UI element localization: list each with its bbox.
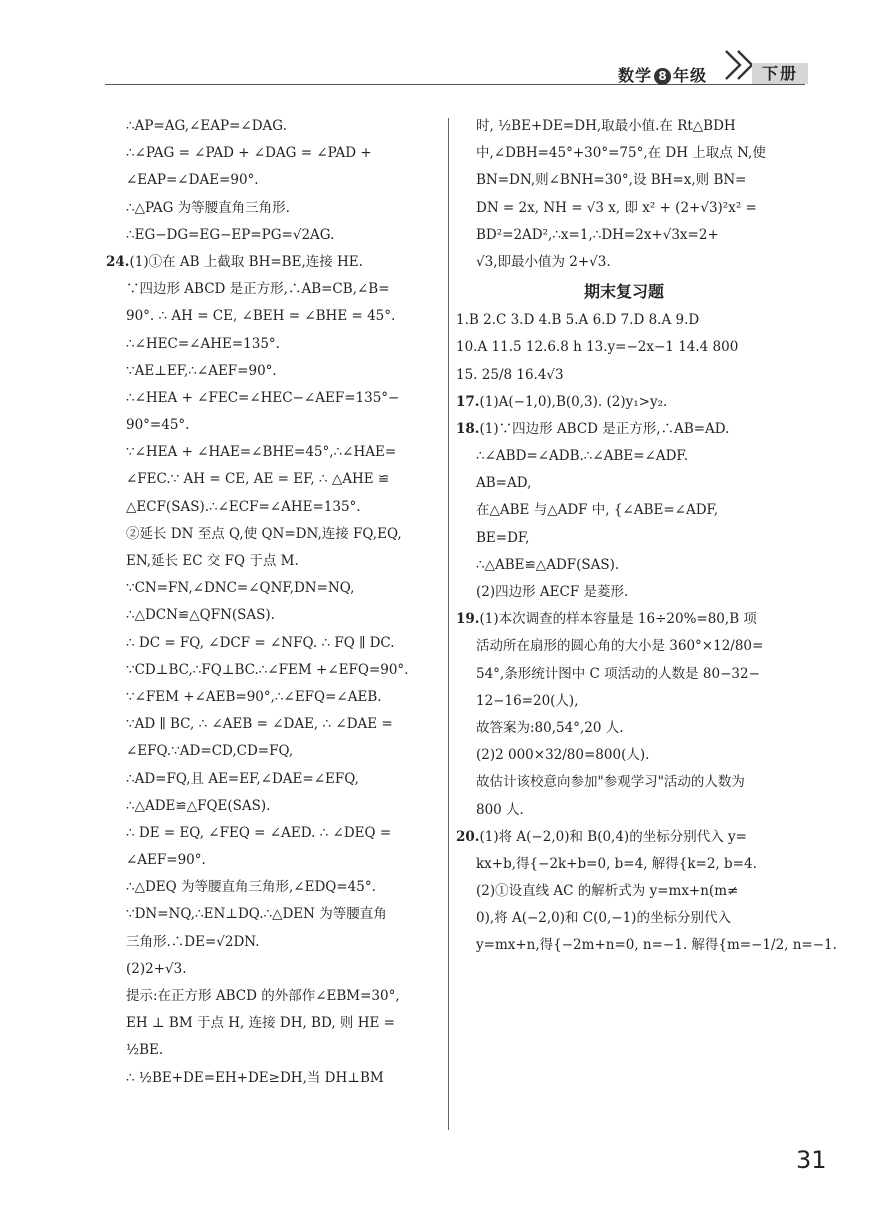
line-text: EN,延长 EC 交 FQ 于点 M.: [126, 553, 299, 569]
line-text: 90°=45°.: [126, 417, 190, 434]
text-line: [106, 766, 439, 793]
line-text: ∠AEF=90°.: [126, 852, 206, 869]
text-line: [106, 602, 439, 629]
column-divider: [448, 118, 449, 1130]
text-line: [456, 334, 792, 361]
text-line: [456, 742, 792, 769]
line-text: BE=DF,: [476, 529, 530, 546]
text-line: [106, 439, 439, 466]
line-text: 90°. ∴ AH = CE, ∠BEH = ∠BHE = 45°.: [126, 308, 396, 325]
text-line: [456, 525, 792, 552]
line-text: ∵∠HEA + ∠HAE=∠BHE=45°,∴∠HAE=: [126, 444, 397, 461]
text-line: [106, 738, 439, 765]
line-text: 12−16=20(人),: [476, 692, 579, 709]
text-line: [456, 905, 792, 932]
volume-badge: 下册: [752, 63, 808, 84]
line-text: △ECF(SAS).∴∠ECF=∠AHE=135°.: [126, 498, 361, 515]
text-line: [456, 688, 792, 715]
question-number: 17.: [456, 393, 480, 410]
text-line: √3,即最小值为 2+√3.: [476, 253, 611, 270]
header-title: [618, 63, 707, 86]
text-line: [106, 249, 439, 276]
line-text: ∠FEC.∵ AH = CE, AE = EF, ∴ △AHE ≌: [126, 471, 390, 488]
line-text: (1)①在 AB 上截取 BH=BE,连接 HE.: [129, 253, 363, 270]
text-line: [106, 684, 439, 711]
line-text: ∴ DC = FQ, ∠DCF = ∠NFQ. ∴ FQ ∥ DC.: [126, 634, 395, 651]
text-line: [106, 901, 439, 928]
text-line: 时, ½BE+DE=DH,取最小值.在 Rt△BDH: [476, 118, 736, 134]
text-line: [106, 195, 439, 222]
line-text: (1)将 A(−2,0)和 B(0,4)的坐标分别代入 y=: [479, 828, 747, 845]
text-line: [106, 983, 439, 1010]
text-line: [106, 494, 439, 521]
text-line: [106, 521, 439, 548]
line-text: ∴△ADE≌△FQE(SAS).: [126, 797, 271, 814]
text-line: [106, 874, 439, 901]
text-line: [106, 167, 439, 194]
line-text: 15. 25/8 16.4√3: [456, 366, 564, 383]
text-line: [456, 307, 792, 334]
text-line: [106, 385, 439, 412]
header-subject: 数学: [618, 66, 653, 85]
text-line: [106, 331, 439, 358]
line-text: 10.A 11.5 12.6.8 h 13.y=−2x−1 14.4 800: [456, 339, 739, 356]
right-column: [456, 113, 837, 960]
text-line: [456, 661, 792, 688]
text-line: [106, 820, 439, 847]
line-text: 800 人.: [476, 801, 524, 818]
text-line: [456, 797, 792, 824]
line-text: y=mx+n,得{−2m+n=0, n=−1. 解得{m=−1/2, n=−1.: [476, 937, 837, 954]
line-text: ∴AP=AG,∠EAP=∠DAG.: [126, 118, 287, 134]
line-text: ∵四边形 ABCD 是正方形,∴AB=CB,∠B=: [126, 281, 390, 298]
line-text: 0),将 A(−2,0)和 C(0,−1)的坐标分别代入: [476, 910, 731, 927]
text-line: [106, 276, 439, 303]
text-line: [106, 1010, 439, 1037]
line-text: (1)本次调查的样本容量是 16÷20%=80,B 项: [479, 611, 757, 628]
text-line: [106, 113, 439, 140]
line-text: 故答案为:80,54°,20 人.: [476, 719, 624, 736]
page-number: 31: [796, 1146, 827, 1174]
line-text: (1)A(−1,0),B(0,3). (2)y₁>y₂.: [479, 393, 668, 410]
line-text: (1)∵四边形 ABCD 是正方形,∴AB=AD.: [479, 420, 730, 437]
text-line: [106, 956, 439, 983]
text-line: [456, 416, 792, 443]
line-text: ∴∠ABD=∠ADB.∴∠ABE=∠ADF.: [476, 448, 688, 465]
text-line: [456, 932, 837, 959]
line-text: 1.B 2.C 3.D 4.B 5.A 6.D 7.D 8.A 9.D: [456, 312, 700, 329]
line-text: ∴ DE = EQ, ∠FEQ = ∠AED. ∴ ∠DEQ =: [126, 824, 392, 841]
line-text: ②延长 DN 至点 Q,使 QN=DN,连接 FQ,EQ,: [126, 525, 402, 542]
line-text: 在△ABE 与△ADF 中, {∠ABE=∠ADF,: [476, 502, 719, 519]
text-line: BD²=2AD²,∴x=1,∴DH=2x+√3x=2+: [476, 226, 719, 243]
text-line: [456, 497, 792, 524]
line-text: ∠EFQ.∵AD=CD,CD=FQ,: [126, 743, 294, 760]
text-line: [456, 579, 792, 606]
text-line: [106, 1037, 439, 1064]
text-line: [456, 362, 792, 389]
line-text: 活动所在扇形的圆心角的大小是 360°×12/80=: [476, 638, 764, 655]
text-line: [106, 222, 439, 249]
text-line: [106, 358, 439, 385]
question-number: 18.: [456, 420, 480, 437]
text-line: [456, 824, 792, 851]
line-text: (2)2 000×32/80=800(人).: [476, 747, 650, 764]
line-text: 54°,条形统计图中 C 项活动的人数是 80−32−: [476, 665, 760, 682]
line-text: kx+b,得{−2k+b=0, b=4, 解得{k=2, b=4.: [476, 855, 757, 872]
text-line: [456, 389, 792, 416]
text-line: [456, 552, 792, 579]
text-line: [106, 793, 439, 820]
text-line: [106, 847, 439, 874]
text-line: BN=DN,则∠BNH=30°,设 BH=x,则 BN=: [476, 172, 747, 189]
text-line: [106, 630, 439, 657]
text-line: [456, 606, 792, 633]
section-title: 期末复习题: [583, 282, 664, 302]
line-text: ∴∠HEC=∠AHE=135°.: [126, 335, 280, 352]
line-text: ∵CN=FN,∠DNC=∠QNF,DN=NQ,: [126, 580, 355, 597]
question-number: 19.: [456, 611, 480, 628]
left-column: [106, 113, 439, 1092]
text-line: [106, 711, 439, 738]
line-text: AB=AD,: [476, 475, 532, 492]
line-text: ∵CD⊥BC,∴FQ⊥BC.∴∠FEM +∠EFQ=90°.: [126, 661, 409, 678]
text-line: [456, 470, 792, 497]
line-text: ∴△DCN≌△QFN(SAS).: [126, 607, 275, 624]
line-text: (2)四边形 AECF 是菱形.: [476, 584, 629, 600]
text-line: [106, 1065, 439, 1092]
line-text: ∴△PAG 为等腰直角三角形.: [126, 199, 290, 216]
line-text: EH ⊥ BM 于点 H, 连接 DH, BD, 则 HE =: [126, 1015, 395, 1032]
line-text: ∴∠PAG = ∠PAD + ∠DAG = ∠PAD +: [126, 145, 372, 162]
text-line: [456, 633, 792, 660]
line-text: 三角形.∴DE=√2DN.: [126, 933, 260, 950]
text-line: 中,∠DBH=45°+30°=75°,在 DH 上取点 N,使: [476, 145, 766, 162]
line-text: 提示:在正方形 ABCD 的外部作∠EBM=30°,: [126, 988, 400, 1004]
text-line: [456, 443, 792, 470]
line-text: ∴∠HEA + ∠FEC=∠HEC−∠AEF=135°−: [126, 389, 400, 406]
line-text: ∴EG−DG=EG−EP=PG=√2AG.: [126, 226, 335, 243]
line-text: ∴ ½BE+DE=EH+DE≥DH,当 DH⊥BM: [126, 1069, 384, 1086]
text-line: [456, 878, 792, 905]
text-line: [106, 548, 439, 575]
line-text: ∴AD=FQ,且 AE=EF,∠DAE=∠EFQ,: [126, 770, 359, 787]
text-line: [456, 715, 792, 742]
line-text: ∴△DEQ 为等腰直角三角形,∠EDQ=45°.: [126, 879, 376, 896]
text-line: [106, 140, 439, 167]
line-text: ∵∠FEM +∠AEB=90°,∴∠EFQ=∠AEB.: [126, 688, 382, 705]
header-grade-suffix: 年级: [673, 66, 708, 85]
grade-badge: 8: [654, 68, 671, 85]
question-number: 20.: [456, 828, 480, 845]
text-line: [106, 466, 439, 493]
line-text: (2)2+√3.: [126, 960, 187, 977]
line-text: 故估计该校意向参加"参观学习"活动的人数为: [476, 774, 745, 791]
line-text: ∠EAP=∠DAE=90°.: [126, 172, 259, 189]
line-text: ∵AD ∥ BC, ∴ ∠AEB = ∠DAE, ∴ ∠DAE =: [126, 716, 393, 733]
line-text: ∴△ABE≌△ADF(SAS).: [476, 556, 620, 573]
text-line: [456, 851, 792, 878]
text-line: [106, 929, 439, 956]
line-text: (2)①设直线 AC 的解析式为 y=mx+n(m≠: [476, 883, 739, 900]
text-line: DN = 2x, NH = √3 x, 即 x² + (2+√3)²x² =: [476, 199, 757, 216]
question-number: 24.: [106, 253, 130, 270]
line-text: ∵DN=NQ,∴EN⊥DQ.∴△DEN 为等腰直角: [126, 906, 387, 923]
line-text: ½BE.: [126, 1042, 164, 1059]
text-line: [106, 657, 439, 684]
text-line: [456, 769, 792, 796]
text-line: [106, 412, 439, 439]
text-line: [106, 303, 439, 330]
line-text: ∵AE⊥EF,∴∠AEF=90°.: [126, 362, 277, 379]
text-line: [106, 575, 439, 602]
